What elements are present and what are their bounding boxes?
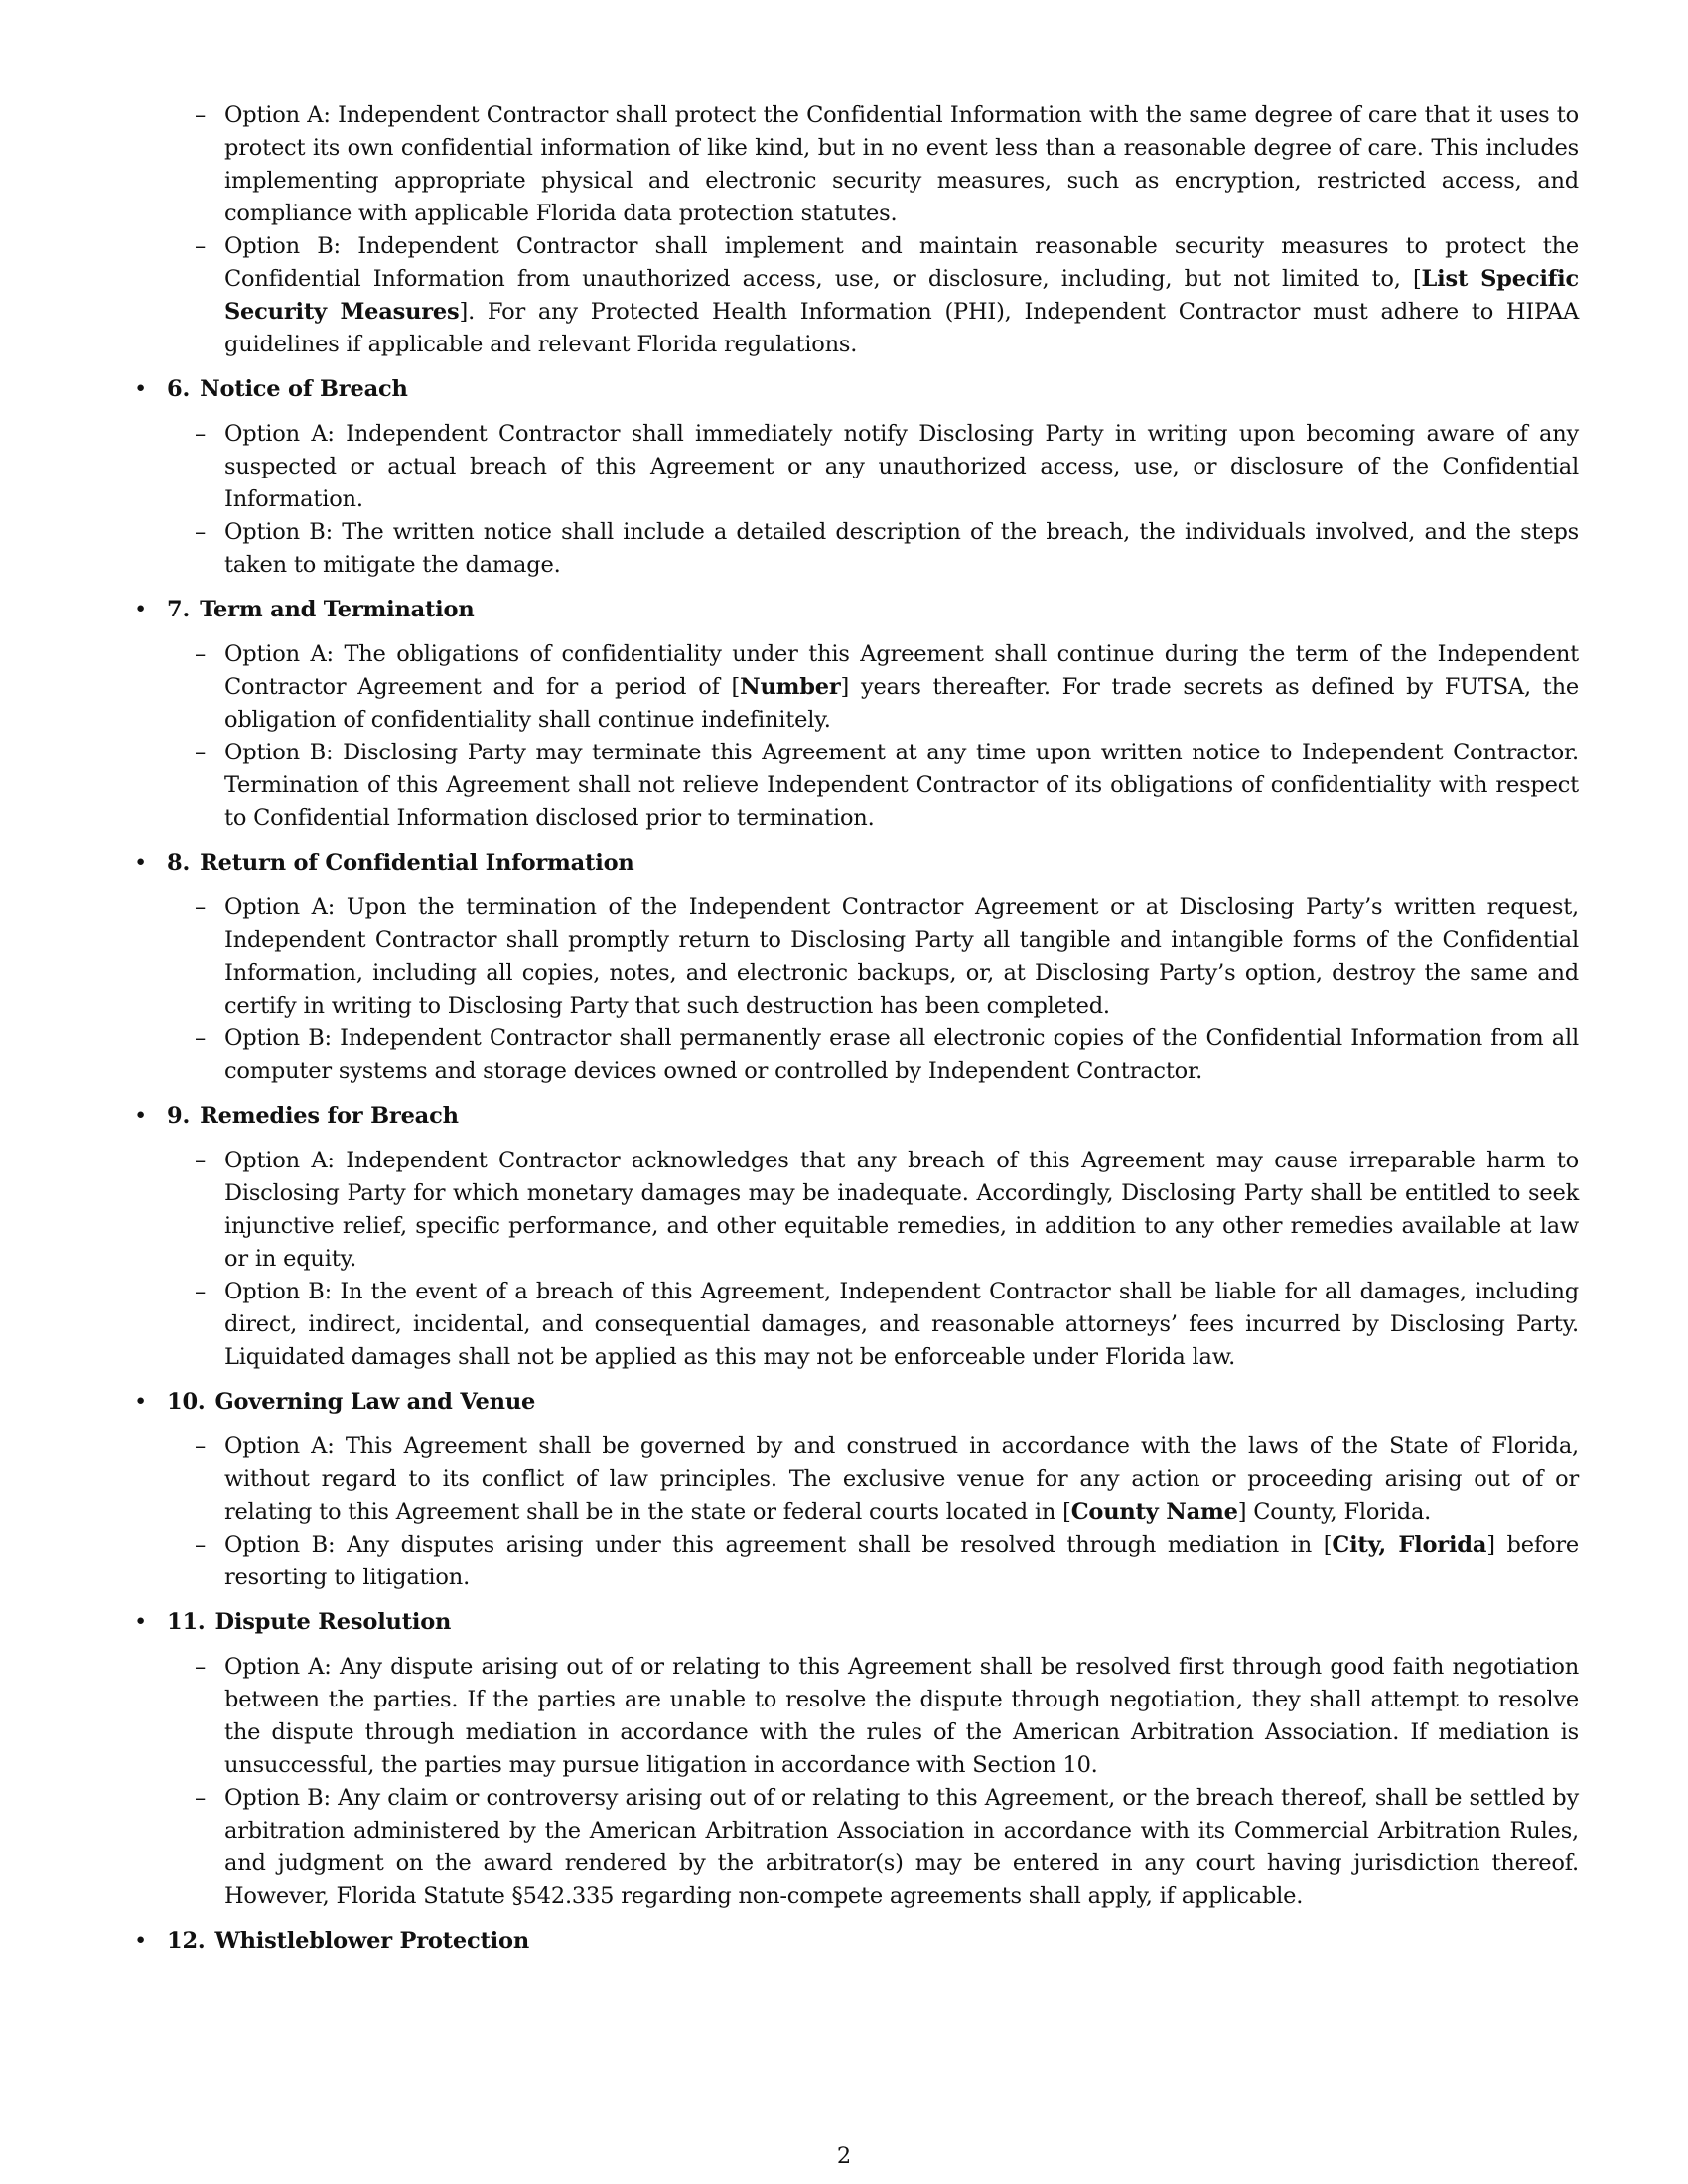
option-item: [129, 638, 1579, 737]
option-item: [129, 99, 1579, 230]
text-run: Option B: The written notice shall include a detailed description of the breach, the individuals involved, and the steps taken to mitigate the damage.: [224, 519, 1579, 578]
section-number: 10.: [167, 1389, 206, 1415]
section-heading: [129, 373, 1579, 406]
section-heading: [129, 594, 1579, 626]
section-number: 7.: [167, 597, 191, 622]
section-number: 9.: [167, 1103, 191, 1129]
option-item: [129, 418, 1579, 516]
text-run: Option B: In the event of a breach of this Agreement, Independent Contractor shall be liable for all damages, including direct, indirect, incidental, and consequential damages, and reasonable attorneys’ fees incurred by Disclosing Party. Liquidated damages shall not be applied as this may not be enforceable under Florida law.: [224, 1279, 1579, 1370]
option-item: [129, 737, 1579, 835]
option-item: [129, 1023, 1579, 1088]
section-number: 12.: [167, 1928, 206, 1954]
option-text: [224, 516, 1579, 582]
section-heading: [129, 1925, 1579, 1958]
text-run: ] years thereafter. For trade secrets as defined by FUTSA, the obligation of confidentiality shall continue indefinitely.: [224, 674, 1579, 733]
placeholder-text: List Specific Security Measures: [224, 266, 1579, 325]
option-text: [224, 638, 1579, 737]
text-run: Option B: Disclosing Party may terminate this Agreement at any time upon written notice to Independent Contractor. Termination of this Agreement shall not relieve Independent Contractor of its obligations of confidentiality with respect to Confidential Information disclosed prior to termination.: [224, 740, 1579, 831]
section-title: Governing Law and Venue: [214, 1389, 536, 1415]
option-text: [224, 1782, 1579, 1913]
text-run: Option A: Independent Contractor shall protect the Confidential Information with the same degree of care that it uses to protect its own confidential information of like kind, but in no event less than a reasonable degree of care. This includes implementing appropriate physical and electronic security measures, such as encryption, restricted access, and compliance with applicable Florida data protection statutes.: [224, 102, 1579, 226]
dash-icon: –: [195, 1654, 207, 1680]
bullet-icon: •: [134, 1609, 148, 1635]
dash-icon: –: [195, 641, 207, 667]
text-run: ]. For any Protected Health Information (PHI), Independent Contractor must adhere to HIPAA guidelines if applicable and relevant Florida regulations.: [224, 299, 1579, 357]
dash-icon: –: [195, 1025, 207, 1051]
option-text: [224, 891, 1579, 1023]
option-text: [224, 1276, 1579, 1374]
section-number: 8.: [167, 850, 191, 876]
section-number: 11.: [167, 1609, 206, 1635]
text-run: ] County, Florida.: [1237, 1499, 1432, 1525]
text-run: Option A: Independent Contractor acknowledges that any breach of this Agreement may cause irreparable harm to Disclosing Party for which monetary damages may be inadequate. Accordingly, Disclosing Party shall be entitled to seek injunctive relief, specific performance, and other equitable remedies, in addition to any other remedies available at law or in equity.: [224, 1148, 1579, 1272]
option-item: [129, 230, 1579, 361]
option-item: [129, 1431, 1579, 1529]
dash-icon: –: [195, 519, 207, 545]
option-item: [129, 1782, 1579, 1913]
placeholder-text: City, Florida: [1332, 1532, 1487, 1558]
text-run: Option A: Upon the termination of the Independent Contractor Agreement or at Disclosing Party’s written request, Independent Contractor shall promptly return to Disclosing Party all tangible and intangible forms of the Confidential Information, including all copies, notes, and electronic backups, or, at Disclosing Party’s option, destroy the same and certify in writing to Disclosing Party that such destruction has been completed.: [224, 894, 1579, 1019]
bullet-icon: •: [134, 1928, 148, 1954]
dash-icon: –: [195, 102, 207, 128]
option-item: [129, 1529, 1579, 1594]
bullet-icon: •: [134, 1389, 148, 1415]
text-run: Option A: Independent Contractor shall immediately notify Disclosing Party in writing upon becoming aware of any suspected or actual breach of this Agreement or any unauthorized access, use, or disclosure of the Confidential Information.: [224, 421, 1579, 512]
option-item: [129, 1276, 1579, 1374]
bullet-icon: •: [134, 597, 148, 622]
section-title: Term and Termination: [200, 597, 475, 622]
dash-icon: –: [195, 1785, 207, 1811]
option-item: [129, 1651, 1579, 1782]
option-text: [224, 99, 1579, 230]
dash-icon: –: [195, 1532, 207, 1558]
text-run: Option A: Any dispute arising out of or relating to this Agreement shall be resolved first through good faith negotiation between the parties. If the parties are unable to resolve the dispute through negotiation, they shall attempt to resolve the dispute through mediation in accordance with the rules of the American Arbitration Association. If mediation is unsuccessful, the parties may pursue litigation in accordance with Section 10.: [224, 1654, 1579, 1778]
option-text: [224, 1023, 1579, 1088]
option-item: [129, 891, 1579, 1023]
section-title: Dispute Resolution: [214, 1609, 452, 1635]
option-text: [224, 1529, 1579, 1594]
option-text: [224, 1651, 1579, 1782]
section-title: Return of Confidential Information: [200, 850, 634, 876]
dash-icon: –: [195, 421, 207, 447]
section-heading: [129, 1386, 1579, 1419]
dash-icon: –: [195, 894, 207, 920]
option-item: [129, 1145, 1579, 1276]
section-title: Remedies for Breach: [200, 1103, 459, 1129]
bullet-icon: •: [134, 1103, 148, 1129]
option-text: [224, 1431, 1579, 1529]
option-text: [224, 230, 1579, 361]
section-heading: [129, 1606, 1579, 1639]
dash-icon: –: [195, 1279, 207, 1304]
placeholder-text: County Name: [1070, 1499, 1238, 1525]
option-item: [129, 516, 1579, 582]
document-body: [129, 99, 1579, 1970]
text-run: ] before resorting to litigation.: [224, 1532, 1579, 1590]
section-title: Whistleblower Protection: [214, 1928, 529, 1954]
dash-icon: –: [195, 1148, 207, 1173]
page-number: 2: [836, 2143, 852, 2169]
option-text: [224, 737, 1579, 835]
text-run: Option B: Independent Contractor shall implement and maintain reasonable security measures to protect the Confidential Information from unauthorized access, use, or disclosure, including, but not limited to, [: [224, 233, 1579, 292]
dash-icon: –: [195, 233, 207, 259]
section-number: 6.: [167, 376, 191, 402]
option-text: [224, 418, 1579, 516]
text-run: Option A: This Agreement shall be governed by and construed in accordance with the laws of the State of Florida, without regard to its conflict of law principles. The exclusive venue for any action or proceeding arising out of or relating to this Agreement shall be in the state or federal courts located in [: [224, 1433, 1579, 1525]
bullet-icon: •: [134, 850, 148, 876]
text-run: Option B: Independent Contractor shall permanently erase all electronic copies of the Confidential Information from all computer systems and storage devices owned or controlled by Independent Contractor.: [224, 1025, 1579, 1084]
section-heading: [129, 847, 1579, 880]
bullet-icon: •: [134, 376, 148, 402]
dash-icon: –: [195, 1433, 207, 1459]
text-run: Option A: The obligations of confidentiality under this Agreement shall continue during the term of the Independent Contractor Agreement and for a period of [: [224, 641, 1579, 700]
option-text: [224, 1145, 1579, 1276]
text-run: Option B: Any claim or controversy arising out of or relating to this Agreement, or the breach thereof, shall be settled by arbitration administered by the American Arbitration Association in accordance with its Commercial Arbitration Rules, and judgment on the award rendered by the arbitrator(s) may be entered in any court having jurisdiction thereof. However, Florida Statute §542.335 regarding non-compete agreements shall apply, if applicable.: [224, 1785, 1579, 1909]
placeholder-text: Number: [740, 674, 841, 700]
section-heading: [129, 1100, 1579, 1133]
text-run: Option B: Any disputes arising under this agreement shall be resolved through mediation in [: [224, 1532, 1333, 1558]
dash-icon: –: [195, 740, 207, 765]
section-title: Notice of Breach: [200, 376, 408, 402]
